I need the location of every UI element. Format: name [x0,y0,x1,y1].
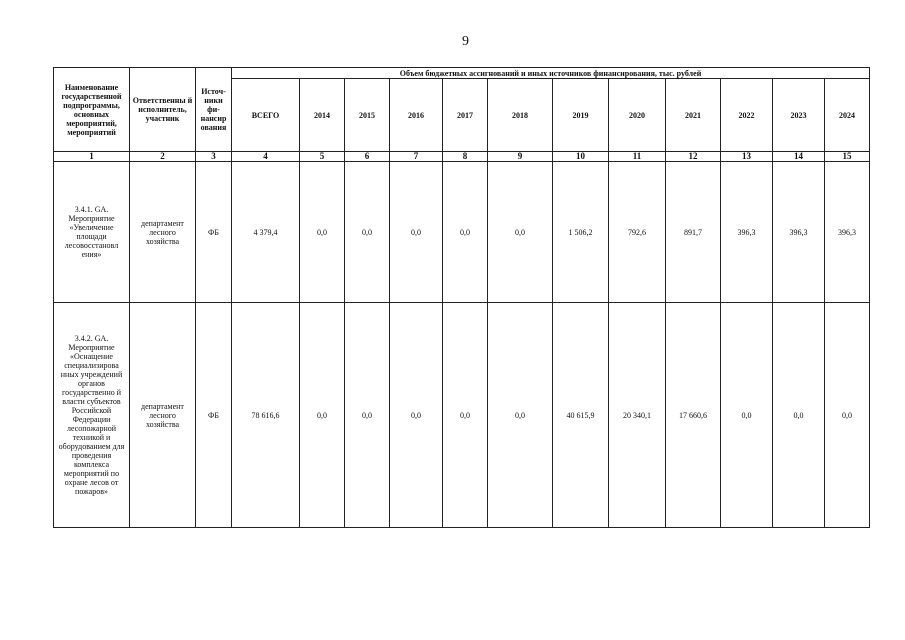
column-number: 3 [196,152,232,162]
value-cell: 792,6 [609,162,666,303]
column-number: 5 [300,152,345,162]
activity-name: 3.4.1. GA. Мероприятие «Увеличение площади лесовосстановл ения» [54,162,130,303]
header-executor: Ответственны й исполнитель, участник [130,68,196,152]
column-number: 9 [488,152,553,162]
value-cell: 0,0 [443,303,488,528]
header-source: Источ-ники фи-нансир ования [196,68,232,152]
value-cell: 0,0 [773,303,825,528]
header-year: 2016 [390,79,443,152]
value-cell: 0,0 [300,162,345,303]
column-number-row [54,152,870,162]
header-year: 2022 [721,79,773,152]
value-cell: 0,0 [488,162,553,303]
column-number: 15 [825,152,870,162]
value-cell: 0,0 [300,303,345,528]
value-cell: 0,0 [721,303,773,528]
column-number: 7 [390,152,443,162]
header-year: 2024 [825,79,870,152]
executor-cell: департамент лесного хозяйства [130,162,196,303]
table-row [54,303,870,528]
table-row [54,162,870,303]
value-cell: 17 660,6 [666,303,721,528]
financing-table [53,67,870,528]
total-cell: 4 379,4 [232,162,300,303]
value-cell: 396,3 [773,162,825,303]
value-cell: 0,0 [825,303,870,528]
header-year: 2018 [488,79,553,152]
header-year: 2014 [300,79,345,152]
column-number: 10 [553,152,609,162]
value-cell: 396,3 [825,162,870,303]
header-year: 2017 [443,79,488,152]
executor-cell: департамент лесного хозяйства [130,303,196,528]
column-number: 6 [345,152,390,162]
source-cell: ФБ [196,303,232,528]
header-year: 2020 [609,79,666,152]
value-cell: 40 615,9 [553,303,609,528]
column-number: 12 [666,152,721,162]
value-cell: 0,0 [345,162,390,303]
value-cell: 891,7 [666,162,721,303]
header-year: 2023 [773,79,825,152]
value-cell: 0,0 [488,303,553,528]
column-number: 13 [721,152,773,162]
header-total: ВСЕГО [232,79,300,152]
value-cell: 0,0 [345,303,390,528]
value-cell: 396,3 [721,162,773,303]
column-number: 11 [609,152,666,162]
header-name: Наименование государственной подпрограммы, основных мероприятий, мероприятий [54,68,130,152]
source-cell: ФБ [196,162,232,303]
header-year: 2021 [666,79,721,152]
page-number: 9 [462,34,469,49]
header-budget-group: Объем бюджетных ассигнований и иных источников финансирования, тыс. рублей [232,68,870,79]
activity-name: 3.4.2. GA. Мероприятие «Оснащение специализирова нных учреждений органов государственно й власти субъектов Российской Федерации лесопожарной техникой и оборудованием для проведения комплекса мероприятий по охране лесов от пожаров» [54,303,130,528]
value-cell: 0,0 [390,303,443,528]
value-cell: 1 506,2 [553,162,609,303]
column-number: 4 [232,152,300,162]
value-cell: 0,0 [390,162,443,303]
value-cell: 0,0 [443,162,488,303]
value-cell: 20 340,1 [609,303,666,528]
column-number: 14 [773,152,825,162]
header-year: 2019 [553,79,609,152]
column-number: 2 [130,152,196,162]
header-year: 2015 [345,79,390,152]
total-cell: 78 616,6 [232,303,300,528]
column-number: 8 [443,152,488,162]
column-number: 1 [54,152,130,162]
